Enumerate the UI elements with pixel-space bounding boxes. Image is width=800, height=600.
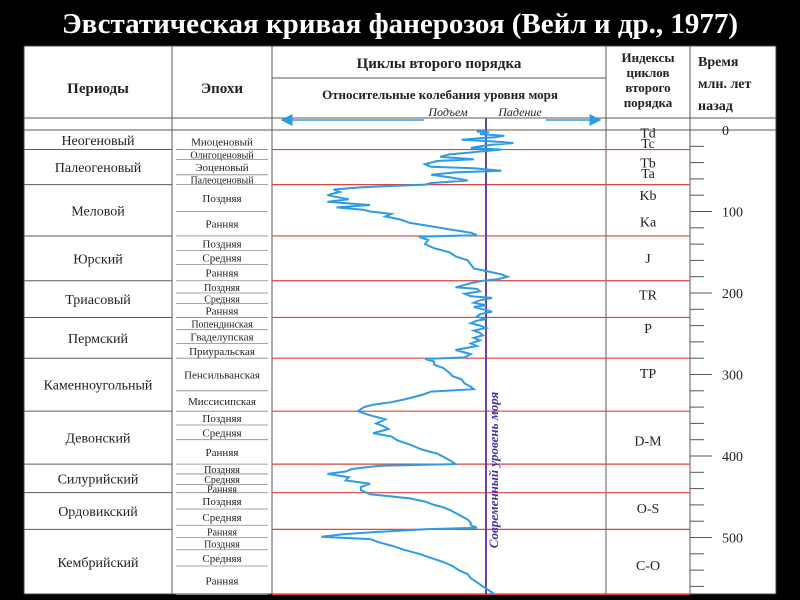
- header-time-3: назад: [698, 99, 733, 114]
- cycle-index-label: C-O: [635, 559, 661, 575]
- header-indices-1: Индексы: [621, 50, 675, 65]
- period-label: Пермский: [68, 331, 128, 347]
- period-label: Кембрийский: [57, 555, 139, 571]
- epoch-label: Приуральская: [189, 345, 255, 358]
- epoch-label: Поздняя: [204, 282, 240, 294]
- epoch-label: Ранняя: [205, 267, 239, 280]
- cycle-index-label: Tc: [641, 137, 655, 153]
- cycle-index-label: TR: [639, 288, 657, 304]
- epoch-label: Средняя: [202, 427, 242, 440]
- epoch-label: Ранняя: [205, 305, 239, 318]
- time-label: 100: [722, 205, 743, 221]
- epoch-label: Ранняя: [207, 527, 237, 539]
- period-label: Палеогеновый: [54, 161, 142, 177]
- epoch-label: Поздняя: [202, 413, 242, 426]
- epoch-label: Поздняя: [204, 465, 240, 477]
- page-title: Эвстатическая кривая фанерозоя (Вейл и др., 1977): [61, 8, 739, 40]
- epoch-label: Средняя: [202, 552, 242, 565]
- epoch-label: Поздняя: [202, 495, 242, 508]
- epoch-label: Средняя: [204, 294, 240, 306]
- period-label: Каменноугольный: [43, 378, 153, 394]
- cycle-index-label: J: [645, 251, 651, 267]
- cycle-index-label: Tb: [640, 156, 656, 172]
- header-indices-3: второго: [625, 80, 671, 95]
- header-indices-4: порядка: [623, 95, 673, 110]
- epoch-label: Ранняя: [205, 575, 239, 588]
- epoch-label: Поздняя: [204, 539, 240, 551]
- present-sea-level-label: Современный уровень моря: [486, 391, 501, 549]
- epoch-label: Миссисипская: [188, 395, 256, 408]
- epoch-label: Миоценовый: [191, 136, 253, 149]
- epoch-label: Олигоценовый: [190, 150, 254, 162]
- time-label: 200: [722, 287, 743, 302]
- epoch-label: Палеоценовый: [190, 175, 254, 187]
- header-rise: Подъем: [428, 105, 468, 119]
- period-label: Силурийский: [57, 472, 139, 488]
- cycle-index-label: TP: [639, 366, 657, 382]
- epoch-label: Средняя: [202, 512, 242, 525]
- cycle-index-label: Td: [640, 126, 656, 142]
- header-cycles: Циклы второго порядка: [356, 56, 522, 72]
- header-epochs: Эпохи: [200, 81, 244, 97]
- time-label: 0: [722, 124, 729, 139]
- epoch-label: Эоценовый: [195, 162, 249, 175]
- time-label: 300: [722, 368, 743, 384]
- time-label: 500: [722, 531, 743, 547]
- cycle-index-label: P: [644, 322, 652, 338]
- cycle-index-label: O-S: [636, 502, 660, 518]
- cycle-index-label: Kb: [639, 189, 657, 205]
- header-time-1: Время: [698, 55, 739, 70]
- epoch-label: Поздняя: [202, 193, 242, 206]
- epoch-label: Ранняя: [207, 484, 237, 496]
- epoch-label: Средняя: [204, 475, 240, 487]
- epoch-label: Попендинская: [191, 319, 253, 331]
- epoch-label: Поздняя: [202, 238, 242, 251]
- header-periods: Периоды: [67, 81, 129, 97]
- period-label: Ордовикский: [58, 505, 138, 521]
- epoch-label: Средняя: [202, 252, 242, 265]
- time-label: 400: [722, 450, 743, 465]
- period-label: Девонский: [65, 431, 131, 447]
- header-indices-2: циклов: [626, 65, 670, 80]
- epoch-label: Пенсильванская: [184, 369, 260, 382]
- header-fall: Падение: [498, 105, 542, 119]
- period-label: Меловой: [71, 204, 125, 220]
- header-time-2: млн. лет: [698, 77, 752, 92]
- epoch-label: Ранняя: [205, 446, 239, 459]
- epoch-label: Гваделупская: [190, 331, 254, 344]
- cycle-index-label: Ka: [639, 215, 657, 231]
- cycle-index-label: Ta: [641, 167, 655, 183]
- period-label: Неогеновый: [61, 133, 135, 149]
- epoch-label: Ранняя: [205, 218, 239, 231]
- cycle-index-label: D-M: [634, 434, 662, 450]
- period-label: Юрский: [73, 252, 123, 268]
- period-label: Триасовый: [65, 293, 131, 309]
- header-relative: Относительные колебания уровня моря: [322, 87, 558, 102]
